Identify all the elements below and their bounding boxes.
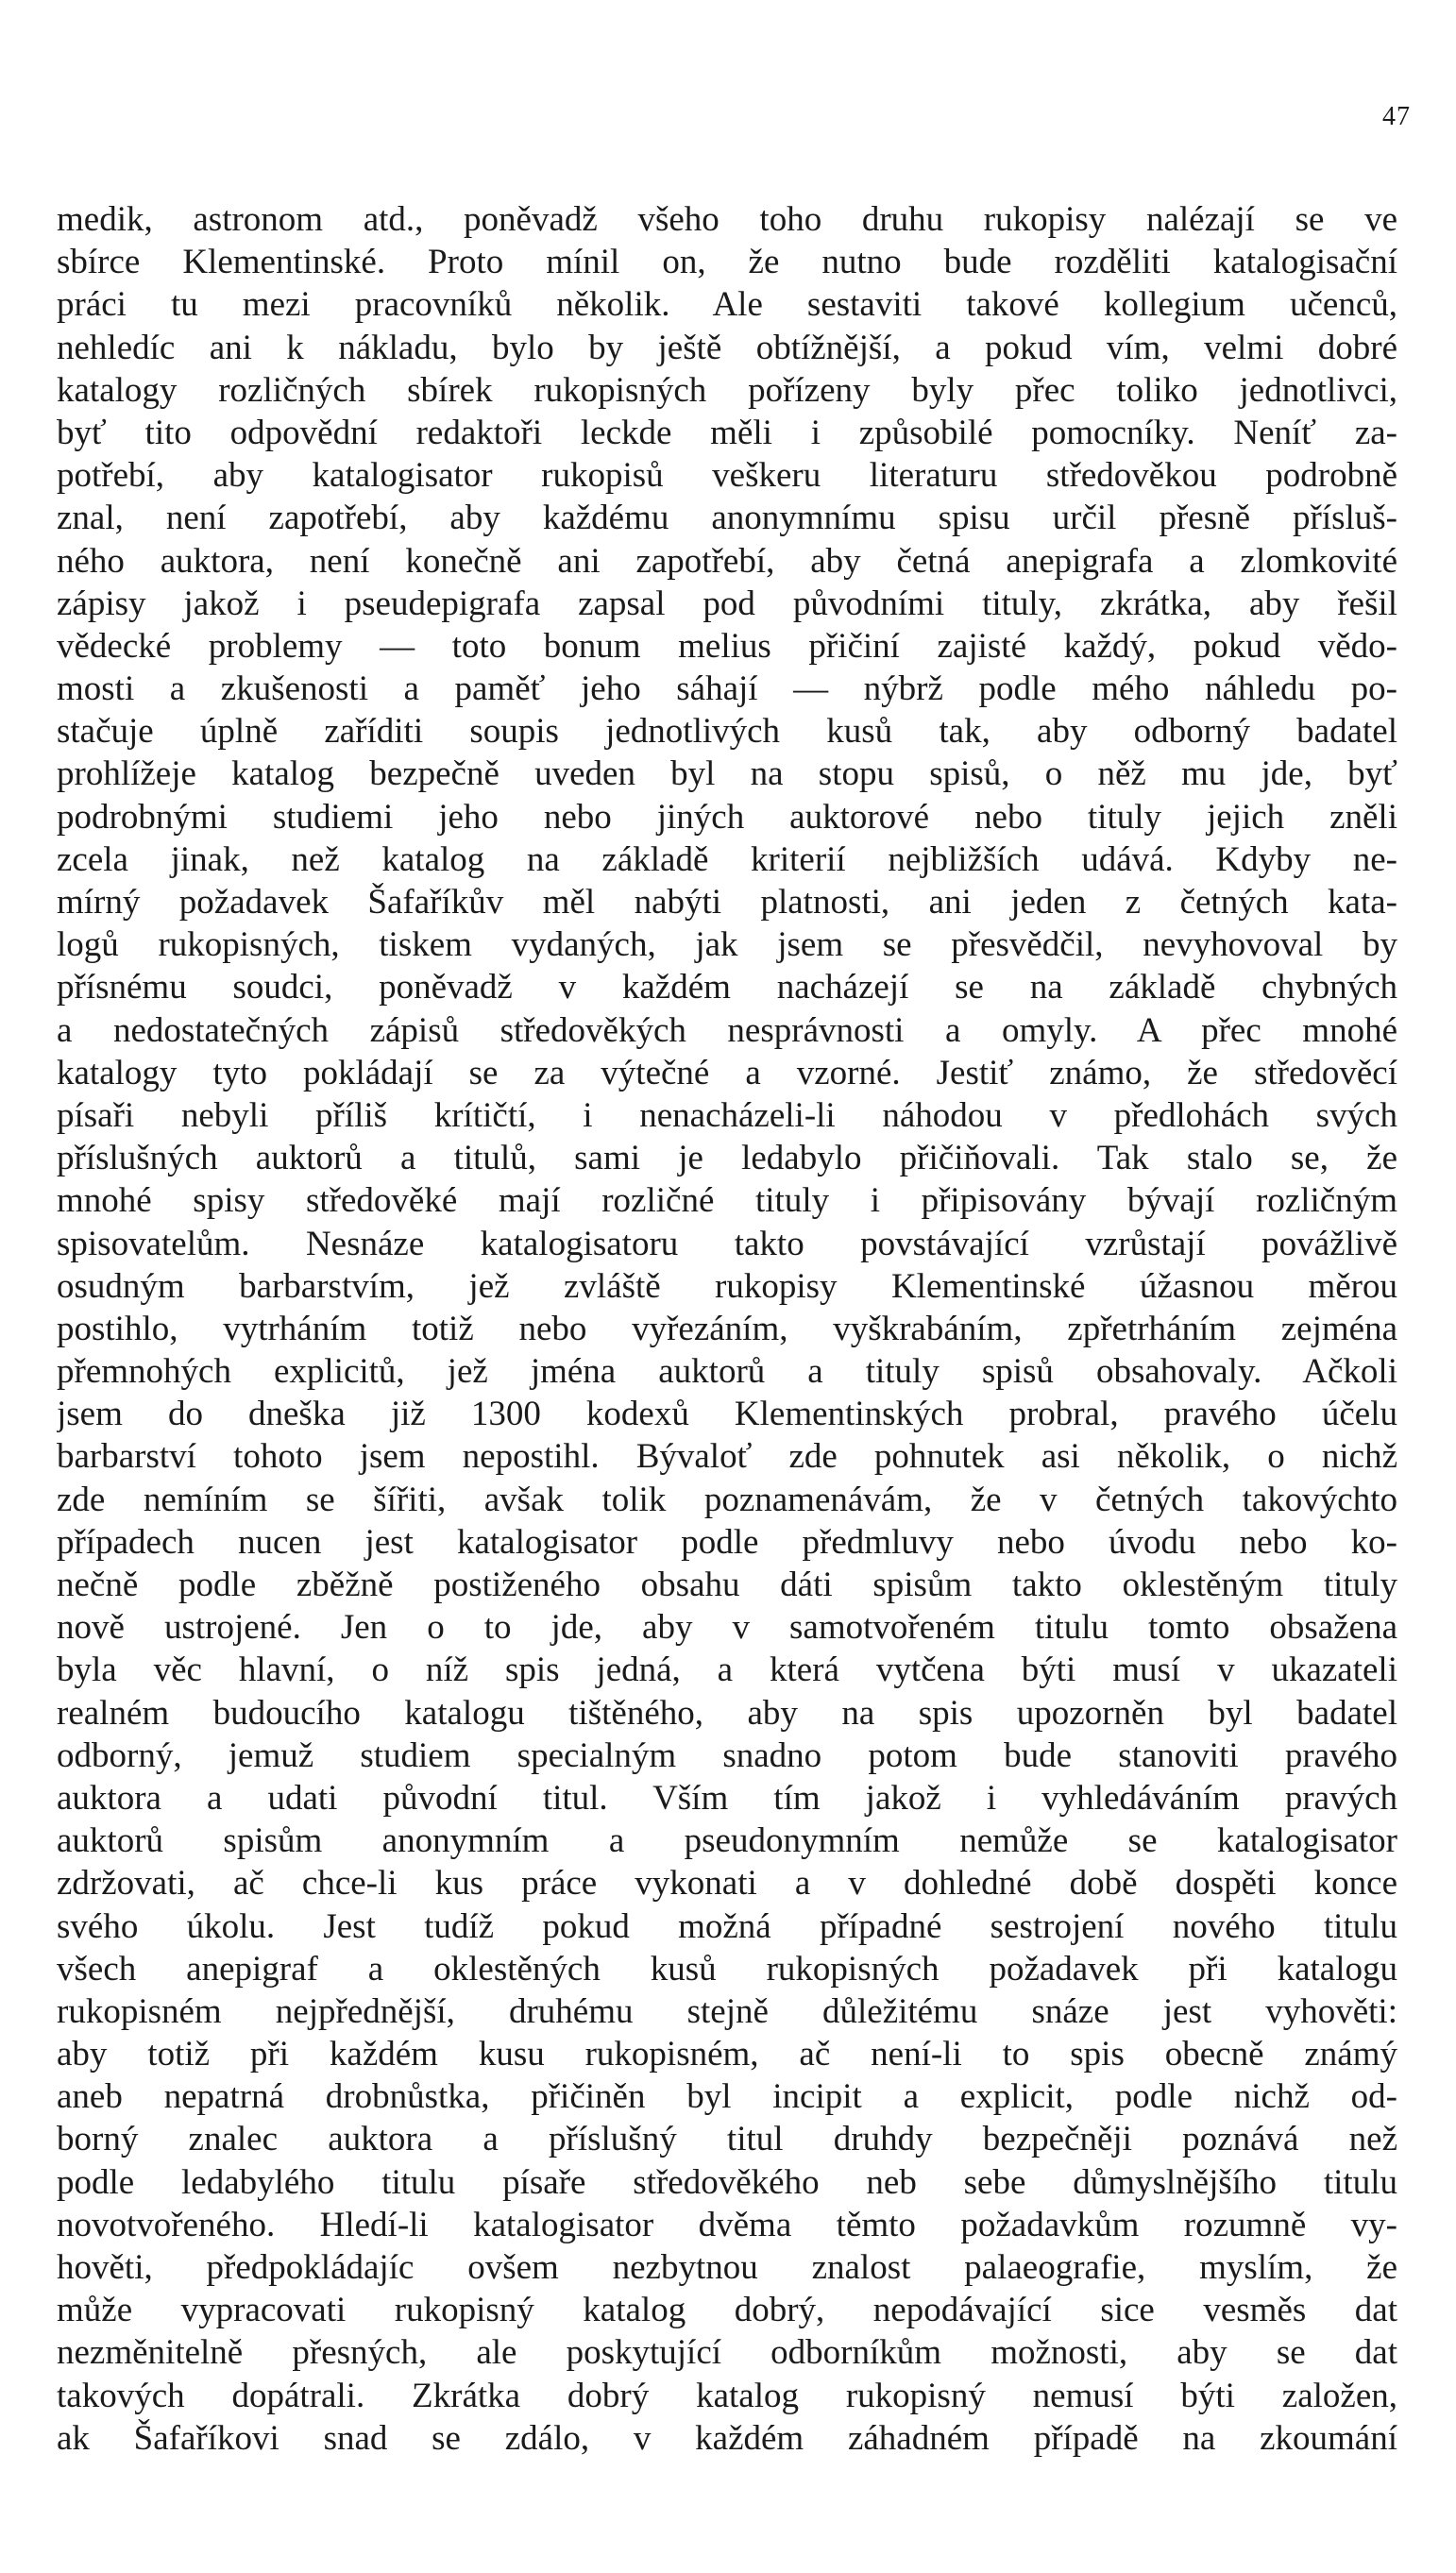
text-line: rukopisném nejpřednější, druhému stejně důležitému snáze jest vyhověti: <box>57 1991 1397 2031</box>
text-line: takových dopátrali. Zkrátka dobrý katalog rukopisný nemusí býti založen, <box>57 2376 1397 2415</box>
text-line: všech anepigraf a oklestěných kusů rukopisných požadavek při katalogu <box>57 1949 1397 1989</box>
text-line: zápisy jakož i pseudepigrafa zapsal pod původními tituly, zkrátka, aby řešil <box>57 584 1397 623</box>
text-line: přísnému soudci, poněvadž v každém nacházejí se na základě chybných <box>57 968 1397 1007</box>
text-line: sbírce Klementinské. Proto mínil on, že nutno bude rozděliti katalogisační <box>57 243 1397 282</box>
text-line: mírný požadavek Šafaříkův měl nabýti platnosti, ani jeden z četných kata- <box>57 883 1397 922</box>
text-line: postihlo, vytrháním totiž nebo vyřezáním, vyškrabáním, zpřetrháním zejména <box>57 1309 1397 1348</box>
text-line: zde nemíním se šířiti, avšak tolik poznamenávám, že v četných takovýchto <box>57 1480 1397 1519</box>
text-line: realném budoucího katalogu tištěného, aby na spis upozorněn byl badatel <box>57 1693 1397 1733</box>
text-line: aneb nepatrná drobnůstka, přičiněn byl incipit a explicit, podle nichž od- <box>57 2077 1397 2117</box>
text-line: práci tu mezi pracovníků několik. Ale sestaviti takové kollegium učenců, <box>57 285 1397 325</box>
page-number: 47 <box>1382 102 1411 131</box>
text-line: jsem do dneška již 1300 kodexů Klementinských probral, pravého účelu <box>57 1395 1397 1434</box>
text-line: logů rukopisných, tiskem vydaných, jak jsem se přesvědčil, nevyhovoval by <box>57 925 1397 965</box>
text-line: borný znalec auktora a příslušný titul druhdy bezpečněji poznává než <box>57 2120 1397 2159</box>
text-line: nově ustrojené. Jen o to jde, aby v samotvořeném titulu tomto obsažena <box>57 1608 1397 1648</box>
text-line: potřebí, aby katalogisator rukopisů veškeru literaturu středověkou podrobně <box>57 456 1397 496</box>
text-line: přemnohých explicitů, jež jména auktorů a tituly spisů obsahovaly. Ačkoli <box>57 1352 1397 1392</box>
text-line: spisovatelům. Nesnáze katalogisatoru takto povstávající vzrůstají povážlivě <box>57 1224 1397 1263</box>
text-line: aby totiž při každém kusu rukopisném, ač není-li to spis obecně známý <box>57 2035 1397 2074</box>
text-line: osudným barbarstvím, jež zvláště rukopisy Klementinské úžasnou měrou <box>57 1266 1397 1306</box>
text-line: katalogy rozličných sbírek rukopisných pořízeny byly přec toliko jednotlivci, <box>57 370 1397 410</box>
text-line: případech nucen jest katalogisator podle předmluvy nebo úvodu nebo ko- <box>57 1522 1397 1562</box>
text-line: prohlížeje katalog bezpečně uveden byl na stopu spisů, o něž mu jde, byť <box>57 754 1397 794</box>
text-line: auktorů spisům anonymním a pseudonymním nemůže se katalogisator <box>57 1821 1397 1861</box>
text-line: příslušných auktorů a titulů, sami je ledabylo přičiňovali. Tak stalo se, že <box>57 1139 1397 1178</box>
text-line: katalogy tyto pokládají se za výtečné a vzorné. Jestiť známo, že středověcí <box>57 1053 1397 1092</box>
text-line: auktora a udati původní titul. Vším tím jakož i vyhledáváním pravých <box>57 1778 1397 1818</box>
text-line: zdržovati, ač chce-li kus práce vykonati a v dohledné době dospěti konce <box>57 1864 1397 1904</box>
text-line: hověti, předpokládajíc ovšem nezbytnou znalost palaeografie, myslím, že <box>57 2248 1397 2287</box>
text-line: mosti a zkušenosti a paměť jeho sáhají — nýbrž podle mého náhledu po- <box>57 669 1397 709</box>
text-line: stačuje úplně zaříditi soupis jednotlivých kusů tak, aby odborný badatel <box>57 712 1397 752</box>
text-line: barbarství tohoto jsem nepostihl. Bývaloť zde pohnutek asi několik, o nichž <box>57 1437 1397 1477</box>
body-text <box>57 198 1397 2460</box>
text-line: nečně podle zběžně postiženého obsahu dáti spisům takto oklestěným tituly <box>57 1566 1397 1604</box>
text-line: nezměnitelně přesných, ale poskytující odborníkům možnosti, aby se dat <box>57 2333 1397 2373</box>
text-line: vědecké problemy — toto bonum melius přičiní zajisté každý, pokud vědo- <box>57 626 1397 666</box>
text-line: svého úkolu. Jest tudíž pokud možná případné sestrojení nového titulu <box>57 1906 1397 1946</box>
text-line: byť tito odpovědní redaktoři leckde měli i způsobilé pomocníky. Neníť za- <box>57 413 1397 452</box>
text-line: byla věc hlavní, o níž spis jedná, a která vytčena býti musí v ukazateli <box>57 1650 1397 1690</box>
text-line: medik, astronom atd., poněvadž všeho toho druhu rukopisy nalézají se ve <box>57 200 1397 239</box>
text-line: podrobnými studiemi jeho nebo jiných auktorové nebo tituly jejich zněli <box>57 797 1397 837</box>
text-line: může vypracovati rukopisný katalog dobrý, nepodávající sice vesměs dat <box>57 2291 1397 2330</box>
text-line: mnohé spisy středověké mají rozličné tituly i připisovány bývají rozličným <box>57 1181 1397 1221</box>
text-line: nehledíc ani k nákladu, bylo by ještě obtížnější, a pokud vím, velmi dobré <box>57 328 1397 367</box>
text-line: odborný, jemuž studiem specialným snadno potom bude stanoviti pravého <box>57 1735 1397 1775</box>
text-line: a nedostatečných zápisů středověkých nesprávnosti a omyly. A přec mnohé <box>57 1010 1397 1050</box>
text-line: ak Šafaříkovi snad se zdálo, v každém záhadném případě na zkoumání <box>57 2418 1397 2458</box>
text-line: podle ledabylého titulu písaře středověkého neb sebe důmyslnějšího titulu <box>57 2162 1397 2202</box>
text-line: písaři nebyli příliš krítičtí, i nenacházeli-li náhodou v předlohách svých <box>57 1095 1397 1135</box>
text-line: znal, není zapotřebí, aby každému anonymnímu spisu určil přesně přísluš- <box>57 499 1397 538</box>
text-line: novotvořeného. Hledí-li katalogisator dvěma těmto požadavkům rozumně vy- <box>57 2205 1397 2244</box>
text-line: zcela jinak, než katalog na základě kriterií nejbližších udává. Kdyby ne- <box>57 839 1397 879</box>
text-line: ného auktora, není konečně ani zapotřebí, aby četná anepigrafa a zlomkovité <box>57 541 1397 581</box>
